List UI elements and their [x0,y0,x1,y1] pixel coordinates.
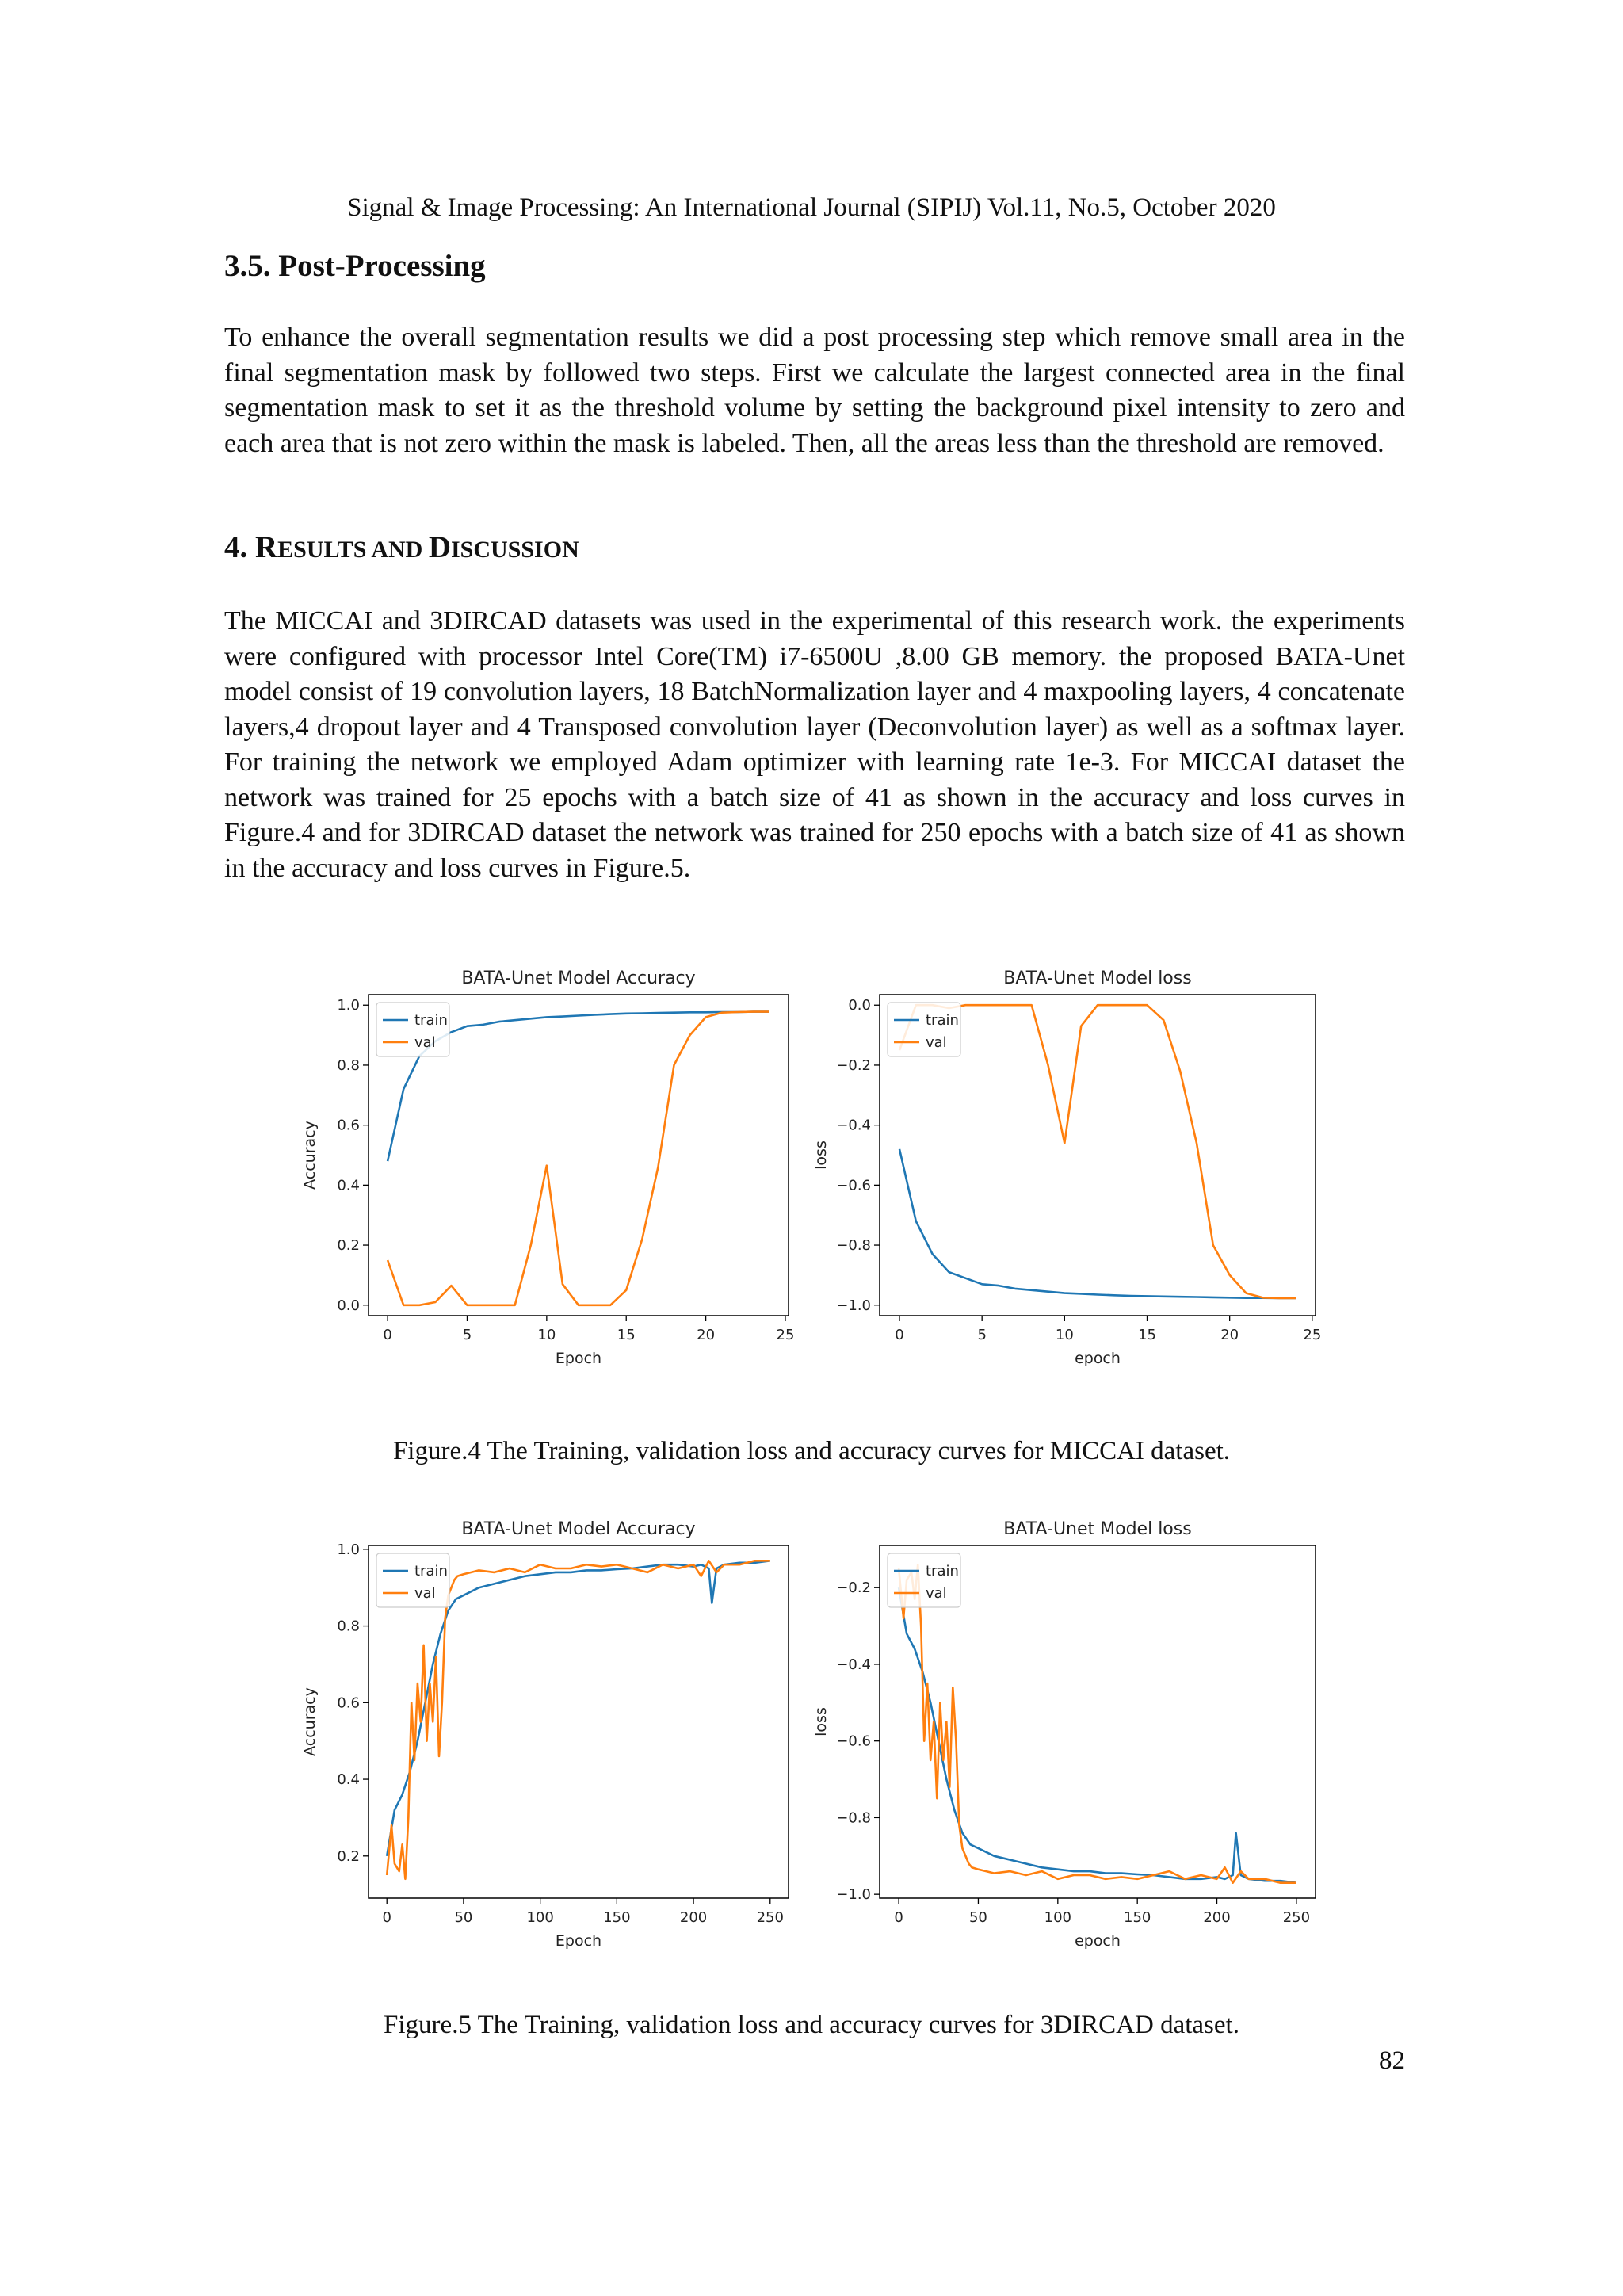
x-tick-label: 25 [1303,1327,1322,1343]
journal-header: Signal & Image Processing: An International Journal (SIPIJ) Vol.11, No.5, October 2020 [347,193,1276,222]
title-part: R [255,530,278,564]
y-tick-label: 1.0 [337,997,360,1014]
paragraph-post-processing: To enhance the overall segmentation results we did a post processing step which remove small area in the final segmentation mask by followed two steps. First we calculate the largest connected area in the final segmentation mask to set it as the threshold volume by setting the background pixel intensity to zero and each area that is not zero within the mask is labeled. Then, all the areas less than the threshold are removed. [224,323,1405,458]
y-tick-label: −0.8 [836,1809,871,1827]
section-number: 4. [224,530,255,564]
chart-fig4-accuracy [297,951,804,1395]
x-tick-label: 50 [454,1909,473,1926]
y-tick-label: −1.0 [836,1886,871,1904]
series-group [387,1561,770,1879]
chart-title: BATA-Unet Model loss [1003,968,1192,988]
title-part: ESULTS AND [277,537,429,563]
x-tick-label: 150 [603,1909,631,1926]
legend-label-val: val [414,1585,436,1602]
title-part: D [428,530,451,564]
y-tick-label: 0.6 [337,1694,360,1712]
series-line-train [899,1587,1296,1883]
paragraph-results: The MICCAI and 3DIRCAD datasets was used in the experimental of this research work. the experiments were configured with processor Intel Core(TM) i7-6500U ,8.00 GB memory. the proposed BATA-Unet model consist of 19 convolution layers, 18 BatchNormalization layer and 4 maxpooling layers, 4 concatenate layers,4 dropout layer and 4 Transposed convolution layer (Deconvolution layer) as well as a softmax layer. For training the network we employed Adam optimizer with learning rate 1e-3. For MICCAI dataset the network was trained for 25 epochs with a batch size of 41 as shown in the accuracy and loss curves in Figure.4 and for 3DIRCAD dataset the network was trained for 250 epochs with a batch size of 41 as shown in the accuracy and loss curves in Figure.5. [224,606,1405,883]
chart-fig5-loss [808,1502,1331,1977]
x-tick-label: 150 [1124,1909,1151,1926]
legend-label-val: val [926,1034,947,1051]
y-tick-label: 0.4 [337,1771,360,1789]
x-tick-label: 250 [756,1909,784,1926]
y-axis-label: Accuracy [301,1121,319,1190]
x-tick-label: 0 [382,1909,391,1926]
legend-box [376,1003,449,1056]
y-tick-label: 0.8 [337,1056,360,1074]
x-axis-label: epoch [1075,1932,1121,1950]
y-tick-label: 0.0 [337,1297,360,1314]
y-tick-label: 0.8 [337,1618,360,1635]
x-tick-label: 100 [526,1909,554,1926]
chart-title: BATA-Unet Model Accuracy [461,968,696,988]
series-group [899,1564,1296,1883]
legend-label-train: train [926,1012,959,1029]
y-tick-label: −0.8 [836,1237,871,1255]
x-tick-label: 15 [1138,1327,1156,1343]
x-tick-label: 200 [679,1909,708,1926]
y-tick-label: −0.6 [836,1733,871,1750]
section-heading-results [224,529,579,565]
x-tick-label: 20 [1220,1327,1239,1343]
x-tick-label: 10 [1055,1327,1074,1343]
y-tick-label: −0.6 [836,1177,871,1194]
x-tick-label: 50 [968,1909,987,1926]
x-tick-label: 10 [537,1327,556,1343]
y-tick-label: −0.2 [836,1580,871,1597]
y-tick-label: −1.0 [836,1297,871,1314]
y-tick-label: −0.2 [836,1056,871,1074]
x-tick-label: 250 [1282,1909,1311,1926]
page-number: 82 [1379,2046,1405,2075]
x-tick-label: 100 [1044,1909,1071,1926]
x-tick-label: 0 [895,1327,904,1343]
chart-fig5-accuracy [297,1502,804,1977]
legend-label-val: val [926,1585,947,1602]
y-tick-label: 0.6 [337,1117,360,1134]
series-line-val [387,1561,770,1879]
x-axis-label: Epoch [555,1350,602,1367]
figure4-caption: Figure.4 The Training, validation loss and accuracy curves for MICCAI dataset. [392,1437,1231,1465]
series-line-train [899,1149,1296,1298]
legend-label-train: train [414,1012,448,1029]
x-tick-label: 20 [697,1327,716,1343]
x-tick-label: 200 [1203,1909,1231,1926]
figure5-caption: Figure.5 The Training, validation loss and accuracy curves for 3DIRCAD dataset. [384,2011,1239,2039]
x-tick-label: 25 [776,1327,795,1343]
legend-label-val: val [414,1034,436,1051]
legend-label-train: train [926,1563,959,1580]
x-tick-label: 5 [977,1327,987,1343]
title-part: ISCUSSION [451,537,579,563]
legend-box [888,1003,960,1056]
x-tick-label: 5 [462,1327,472,1343]
y-axis-label: loss [812,1140,830,1170]
x-axis-label: Epoch [555,1932,602,1950]
x-tick-label: 0 [383,1327,392,1343]
y-tick-label: 0.2 [337,1847,360,1865]
x-tick-label: 0 [894,1909,903,1926]
legend-label-train: train [414,1563,448,1580]
y-tick-label: 1.0 [337,1541,360,1558]
legend-box [888,1553,960,1607]
y-axis-label: Accuracy [301,1687,319,1756]
legend-box [376,1553,449,1607]
chart-title: BATA-Unet Model Accuracy [461,1519,696,1539]
y-tick-label: −0.4 [836,1117,871,1134]
y-tick-label: −0.4 [836,1656,871,1673]
chart-title: BATA-Unet Model loss [1003,1519,1192,1539]
chart-fig4-loss [808,951,1331,1395]
y-axis-label: loss [812,1707,830,1736]
y-tick-label: 0.4 [337,1177,360,1194]
x-tick-label: 15 [617,1327,636,1343]
y-tick-label: 0.0 [848,997,871,1014]
section-heading-post-processing: 3.5. Post-Processing [224,249,486,283]
x-axis-label: epoch [1075,1350,1121,1367]
y-tick-label: 0.2 [337,1237,360,1255]
